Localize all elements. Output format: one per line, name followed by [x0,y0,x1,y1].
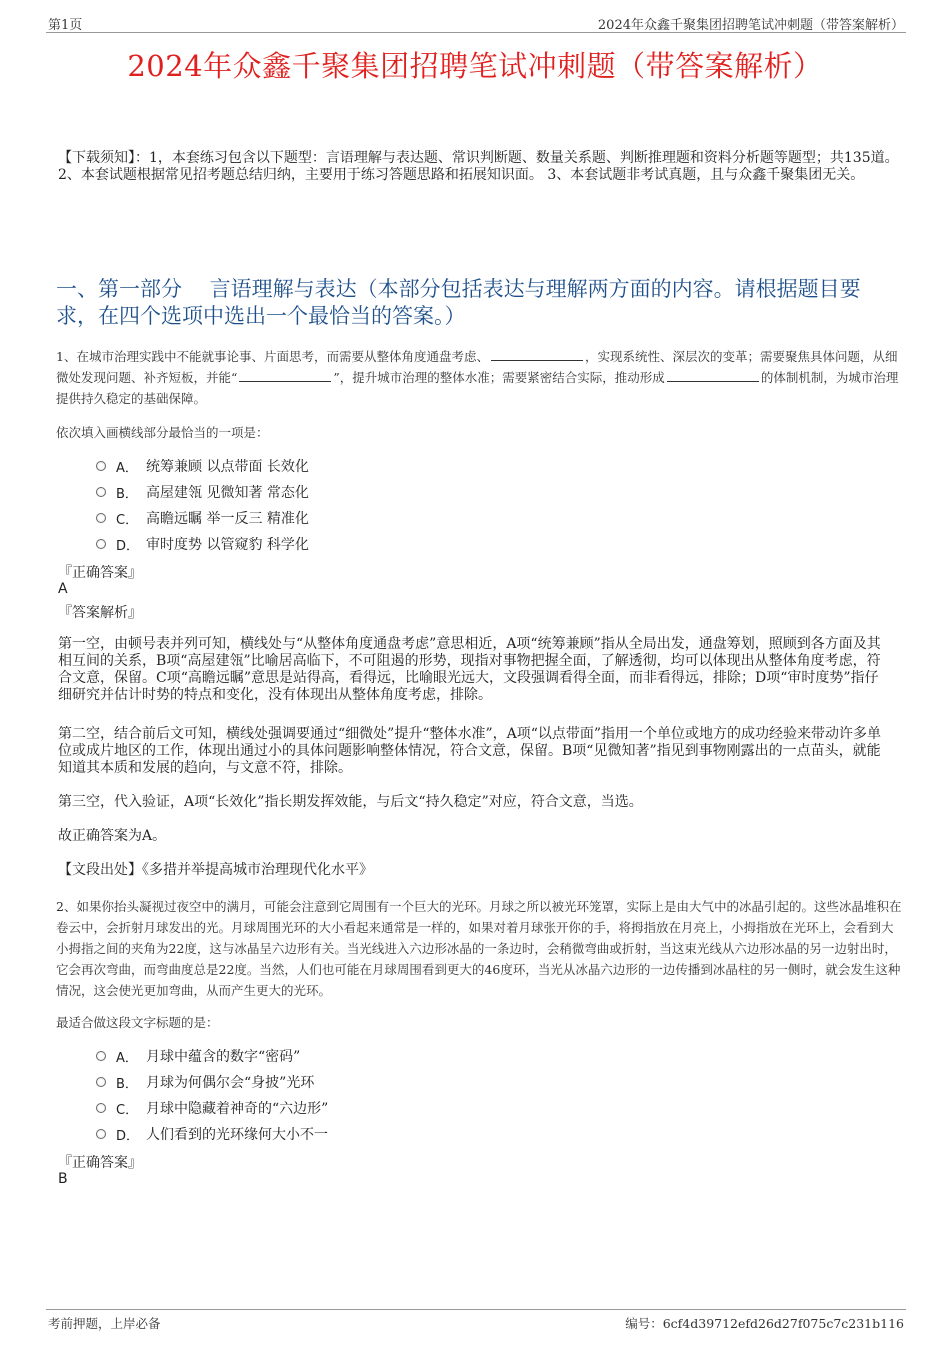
q2-option-b[interactable] [96,1072,314,1092]
q1-answer-value: A [58,581,68,597]
question-2-stem: 2、如果你抬头凝视过夜空中的满月，可能会注意到它周围有一个巨大的光环。月球之所以被光环笼罩，实际上是由大气中的冰晶引起的。这些冰晶堆积在卷云中，会折射月球发出的光。月球周围光环的大小看起来通常是一样的，如果对着月球张开你的手，将拇指放在月亮上，小拇指放在光环上，会看到大小拇指之间的夹角为22度，这与冰晶呈六边形有关。当光线进入六边形冰晶的一条边时，会稍微弯曲或折射，当这束光线从六边形冰晶的另一边射出时，它会再次弯曲，而弯曲度总是22度。当然，人们也可能在月球周围看到更大的46度环，当光从冰晶六边形的一边传播到冰晶柱的另一侧时，就会发生这种情况，这会使光更加弯曲，从而产生更大的光环。 [56,899,902,998]
footer-divider [46,1309,906,1310]
question-2-prompt: 最适合做这段文字标题的是： [56,1015,219,1030]
q2-option-c[interactable] [96,1098,328,1118]
option-text: 人们看到的光环缘何大小不一 [146,1127,328,1143]
header-divider [46,32,906,33]
radio-icon[interactable] [96,539,106,549]
footer-document-id: 编号：6cf4d39712efd26d27f075c7c231b116 [625,1316,904,1331]
option-letter: B． [116,1076,138,1092]
option-text: 月球中隐藏着神奇的“六边形” [146,1101,329,1117]
radio-icon[interactable] [96,1103,106,1113]
radio-icon[interactable] [96,487,106,497]
option-letter: D． [116,538,140,554]
option-letter: D． [116,1128,140,1144]
page-number: 第1页 [48,18,83,33]
footer-slogan: 考前押题，上岸必备 [48,1316,161,1331]
q1-blank-3 [667,369,759,382]
q1-stem-part2: ，实现系统性、深层次的变革；需要聚焦具体问题，从细微处发现问题、补齐短板，并能“ [56,349,898,385]
q1-option-c[interactable] [96,508,309,528]
download-notice: 【下载须知】：1，本套练习包含以下题型：言语理解与表达题、常识判断题、数量关系题、判断推理题和资料分析题等题型；共135道。 2、本套试题根据常见招考题总结归纳，主要用于练习答题思路和拓展知识面。 3、本套试题非考试真题，且与众鑫千聚集团无关。 [58,150,899,183]
q1-answer-label: 『正确答案』 [58,565,142,581]
radio-icon[interactable] [96,1129,106,1139]
q1-analysis-paragraph-2: 第二空，结合前后文可知，横线处强调要通过“细微处”提升“整体水准”，A项“以点带面”指用一个单位或地方的成功经验来带动许多单位或成片地区的工作，体现出通过小的具体问题影响整体情况，符合文意，保留。B项“见微知著”指见到事物刚露出的一点苗头，就能知道其本质和发展的趋向，与文意不符，排除。 [58,726,882,776]
option-text: 月球中蕴含的数字“密码” [146,1049,301,1065]
option-text: 统筹兼顾 以点带面 长效化 [146,459,309,475]
option-letter: C． [116,1102,139,1118]
option-letter: A． [116,460,138,476]
q1-blank-2 [239,369,331,382]
q1-option-d[interactable] [96,534,309,554]
q2-option-d[interactable] [96,1124,328,1144]
running-header-title: 2024年众鑫千聚集团招聘笔试冲刺题（带答案解析） [597,18,904,33]
document-title: 2024年众鑫千聚集团招聘笔试冲刺题（带答案解析） [127,49,823,83]
q1-stem-part4: 的体制机制，为城市治理提供持久稳定的基础保障。 [56,370,899,406]
q2-answer-label: 『正确答案』 [58,1155,142,1171]
q1-stem-part1: 1、在城市治理实践中不能就事论事、片面思考，而需要从整体角度通盘考虑、 [56,349,489,364]
option-text: 审时度势 以管窥豹 科学化 [146,537,309,553]
option-text: 月球为何偶尔会“身披”光环 [146,1075,315,1091]
radio-icon[interactable] [96,1051,106,1061]
option-letter: A． [116,1050,138,1066]
q1-option-b[interactable] [96,482,309,502]
q1-analysis-paragraph-1: 第一空，由顿号表并列可知，横线处与“从整体角度通盘考虑”意思相近，A项“统筹兼顾”指从全局出发，通盘筹划，照顾到各方面及其相互间的关系，B项“高屋建瓴”比喻居高临下，不可阻遏的形势，现指对事物把握全面，了解透彻，均可以体现出从整体角度考虑，符合文意，保留。C项“高瞻远瞩”意思是站得高，看得远，比喻眼光远大，文段强调看得全面，而非看得远，排除；D项“审时度势”指仔细研究并估计时势的特点和变化，没有体现出从整体角度考虑，排除。 [58,636,881,703]
radio-icon[interactable] [96,461,106,471]
option-text: 高瞻远瞩 举一反三 精准化 [146,511,309,527]
q1-source: 【文段出处】《多措并举提高城市治理现代化水平》 [58,862,373,878]
q2-option-a[interactable] [96,1046,300,1066]
q1-stem-part3: ”，提升城市治理的整体水准；需要紧密结合实际，推动形成 [333,370,665,385]
option-letter: C． [116,512,139,528]
section-heading: 一、第一部分 言语理解与表达（本部分包括表达与理解两方面的内容。请根据题目要求，在四个选项中选出一个最恰当的答案。） [56,277,861,328]
option-letter: B． [116,486,138,502]
q1-blank-1 [491,348,583,361]
q1-analysis-label: 『答案解析』 [58,605,142,621]
question-1-prompt: 依次填入画横线部分最恰当的一项是： [56,425,269,440]
option-text: 高屋建瓴 见微知著 常态化 [146,485,309,501]
question-1-stem [56,346,902,409]
q1-analysis-paragraph-3: 第三空，代入验证，A项“长效化”指长期发挥效能，与后文“持久稳定”对应，符合文意，当选。 [58,794,643,810]
q1-option-a[interactable] [96,456,309,476]
q2-answer-value: B [58,1171,68,1187]
radio-icon[interactable] [96,1077,106,1087]
q1-analysis-paragraph-4: 故正确答案为A。 [58,828,167,844]
radio-icon[interactable] [96,513,106,523]
